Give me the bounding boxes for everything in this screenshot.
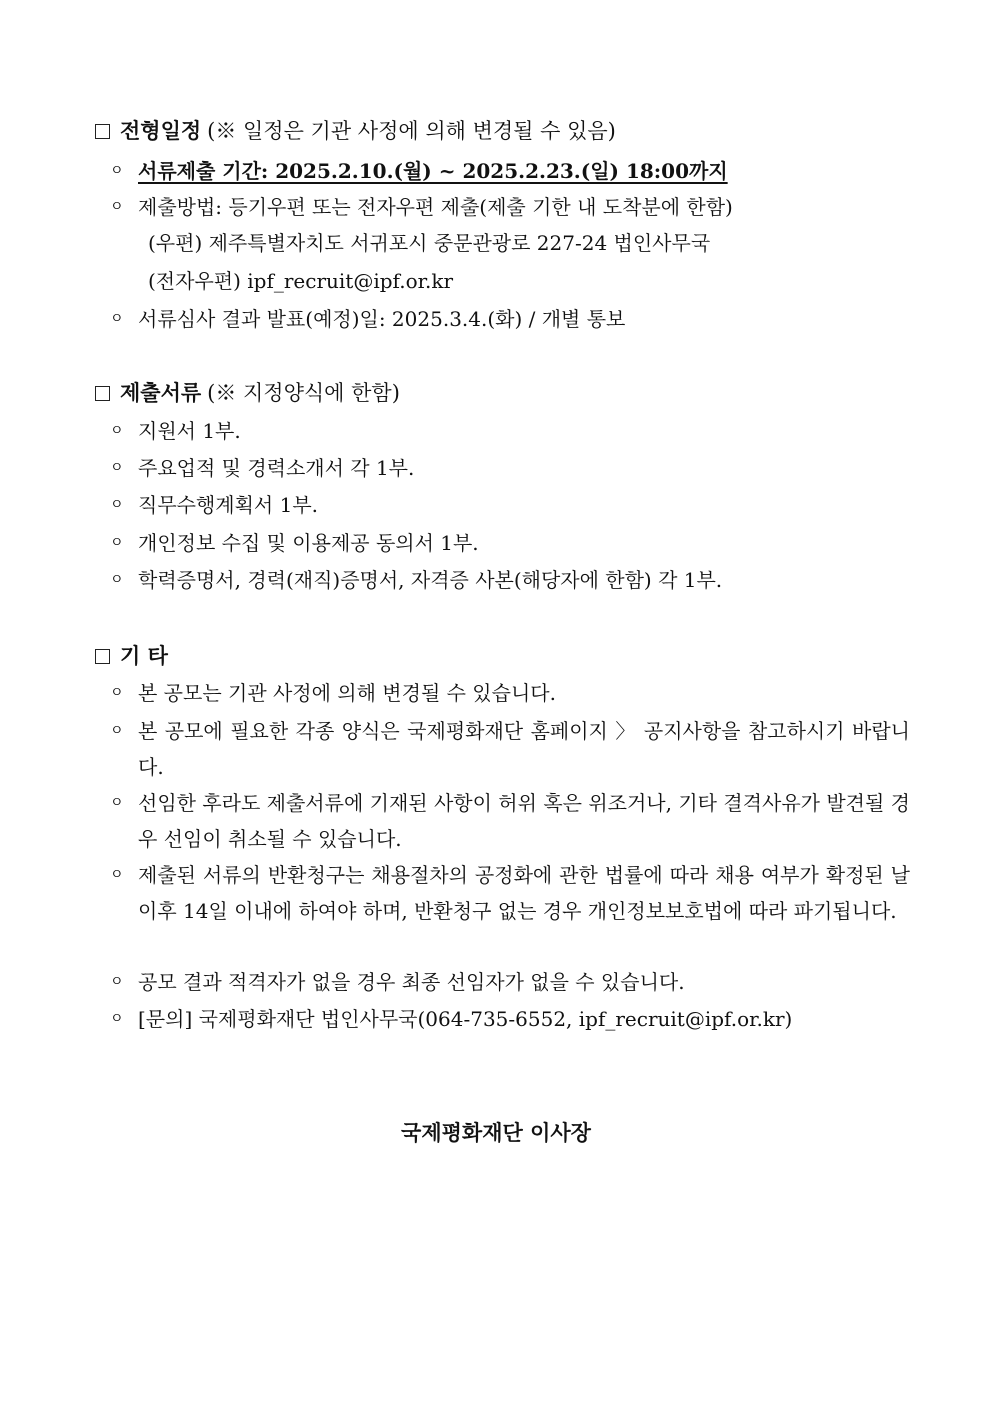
- section-title: 전형일정: [120, 118, 202, 143]
- section-note: (※ 지정양식에 한함): [207, 381, 400, 405]
- document-item-text: 주요업적 및 경력소개서 각 1부.: [138, 456, 415, 480]
- deadline-text: 서류제출 기간: 2025.2.10.(월) ~ 2025.2.23.(일) 18:00까지: [138, 159, 728, 183]
- email-address: (전자우편) ipf_recruit@ipf.or.kr: [148, 269, 454, 293]
- list-item: [110, 675, 910, 711]
- checkbox-square-icon: [95, 649, 110, 664]
- bullet-icon: ㅇ: [110, 685, 124, 701]
- bullet-icon: ㅇ: [110, 867, 124, 883]
- bullet-icon: ㅇ: [110, 163, 124, 179]
- checkbox-square-icon: [95, 124, 110, 139]
- list-item-deadline: [110, 153, 910, 189]
- bullet-icon: ㅇ: [110, 311, 124, 327]
- bullet-icon: ㅇ: [110, 795, 124, 811]
- postal-address: (우편) 제주특별자치도 서귀포시 중문관광로 227-24 법인사무국: [148, 231, 711, 255]
- list-item: [110, 785, 910, 857]
- list-item: [110, 413, 910, 449]
- etc-item-text: 공모 결과 적격자가 없을 경우 최종 선임자가 없을 수 있습니다.: [138, 970, 685, 994]
- list-item: [110, 713, 910, 785]
- bullet-icon: ㅇ: [110, 535, 124, 551]
- bullet-icon: ㅇ: [110, 723, 124, 739]
- list-item-announcement: [110, 301, 910, 337]
- bullet-icon: ㅇ: [110, 974, 124, 990]
- document-item-text: 학력증명서, 경력(재직)증명서, 자격증 사본(해당자에 한함) 각 1부.: [138, 568, 723, 592]
- bullet-icon: ㅇ: [110, 572, 124, 588]
- bullet-icon: ㅇ: [110, 497, 124, 513]
- list-item-method: [110, 189, 910, 225]
- section-title: 제출서류: [120, 380, 202, 405]
- list-item-contact: [110, 1001, 910, 1037]
- section-heading-documents: [95, 380, 400, 406]
- etc-item-text: 제출된 서류의 반환청구는 채용절차의 공정화에 관한 법률에 따라 채용 여부가 확정된 날 이후 14일 이내에 하여야 하며, 반환청구 없는 경우 개인정보보호법에 따라 파기됩니다.: [138, 863, 910, 923]
- contact-text: [문의] 국제평화재단 법인사무국(064-735-6552, ipf_recruit@ipf.or.kr): [138, 1007, 793, 1031]
- section-note: (※ 일정은 기관 사정에 의해 변경될 수 있음): [207, 119, 616, 143]
- checkbox-square-icon: [95, 386, 110, 401]
- method-text: 제출방법: 등기우편 또는 전자우편 제출(제출 기한 내 도착분에 한함): [138, 195, 733, 219]
- section-heading-etc: [95, 643, 168, 669]
- list-item: [110, 525, 910, 561]
- section-title: 기 타: [120, 643, 168, 668]
- list-item: [110, 857, 910, 929]
- document-item-text: 직무수행계획서 1부.: [138, 493, 318, 517]
- etc-item-text: 본 공모에 필요한 각종 양식은 국제평화재단 홈페이지 〉 공지사항을 참고하시기 바랍니다.: [138, 719, 910, 779]
- etc-item-text: 선임한 후라도 제출서류에 기재된 사항이 허위 혹은 위조거나, 기타 결격사유가 발견될 경우 선임이 취소될 수 있습니다.: [138, 791, 910, 851]
- issuer-signature: 국제평화재단 이사장: [401, 1120, 591, 1145]
- section-heading-schedule: [95, 118, 616, 144]
- bullet-icon: ㅇ: [110, 423, 124, 439]
- document-item-text: 지원서 1부.: [138, 419, 241, 443]
- bullet-icon: ㅇ: [110, 199, 124, 215]
- announcement-text: 서류심사 결과 발표(예정)일: 2025.3.4.(화) / 개별 통보: [138, 307, 626, 331]
- bullet-icon: ㅇ: [110, 460, 124, 476]
- list-item: [110, 450, 910, 486]
- document-item-text: 개인정보 수집 및 이용제공 동의서 1부.: [138, 531, 479, 555]
- list-item: [110, 487, 910, 523]
- etc-item-text: 본 공모는 기관 사정에 의해 변경될 수 있습니다.: [138, 681, 556, 705]
- list-item: [110, 964, 910, 1000]
- bullet-icon: ㅇ: [110, 1011, 124, 1027]
- list-item: [110, 562, 910, 598]
